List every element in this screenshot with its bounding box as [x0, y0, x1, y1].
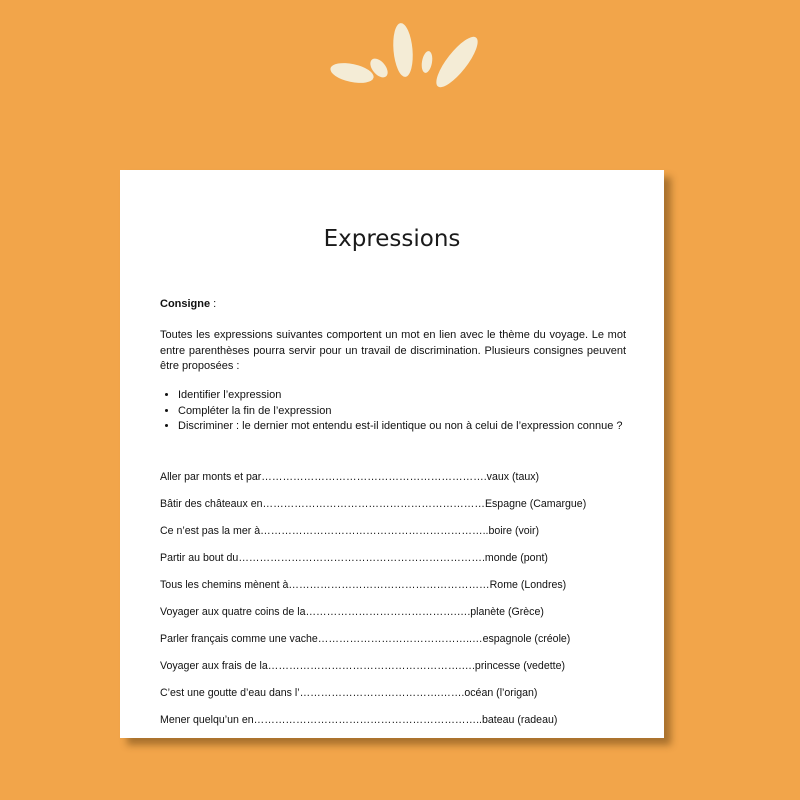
- page-title: Expressions: [323, 226, 461, 252]
- expression-line: Partir au bout du…………………………………………………………….monde (pont): [160, 552, 548, 564]
- consigne-label: Consigne: [160, 298, 211, 310]
- expression-line: Aller par monts et par……………………………………………………….vaux (taux): [160, 471, 540, 483]
- instruction-item: • Identifier l’expression: [178, 388, 658, 404]
- sparkle-stroke: [329, 60, 376, 87]
- instruction-list: [160, 388, 658, 435]
- instruction-item: • Compléter la fin de l’expression: [178, 404, 658, 420]
- expression-list: [160, 469, 640, 738]
- sparkle-stroke: [391, 22, 415, 77]
- intro-paragraph: Toutes les expressions suivantes comportent un mot en lien avec le thème du voyage. Le mot entre parenthèses pourra servir pour un travail de discrimination. Plusieurs consignes peuvent être proposées :: [160, 329, 626, 372]
- worksheet-page: [120, 170, 664, 738]
- expression-line: Bâtir des châteaux en………………………………………………………Espagne (Camargue): [160, 498, 587, 510]
- expression-line: Voyager aux quatre coins de la…………………………………….….planète (Grèce): [160, 606, 544, 618]
- expression-line: Tous les chemins mènent à…………………………………………………Rome (Londres): [160, 579, 567, 591]
- consigne-suffix: :: [210, 298, 217, 310]
- expression-line: Voyager aux frais de la……………………………………………….….princesse (vedette): [160, 660, 566, 672]
- expression-line: Mener quelqu’un en………………………………………………………..bateau (radeau): [160, 714, 558, 726]
- expression-line: C’est une goutte d’eau dans l’………………………………….…….océan (l’origan): [160, 687, 538, 699]
- sparkle-stroke: [420, 50, 434, 73]
- sparkle-decoration-icon: [326, 18, 482, 94]
- expression-line: Parler français comme une vache……………………………………..…espagnole (créole): [160, 633, 571, 645]
- expression-line: Ce n’est pas la mer à………………………………………………………..boire (voir): [160, 525, 540, 537]
- instruction-item: • Discriminer : le dernier mot entendu est-il identique ou non à celui de l’expression connue ?: [178, 419, 658, 435]
- consigne-heading: [160, 298, 216, 310]
- sparkle-stroke: [430, 31, 482, 92]
